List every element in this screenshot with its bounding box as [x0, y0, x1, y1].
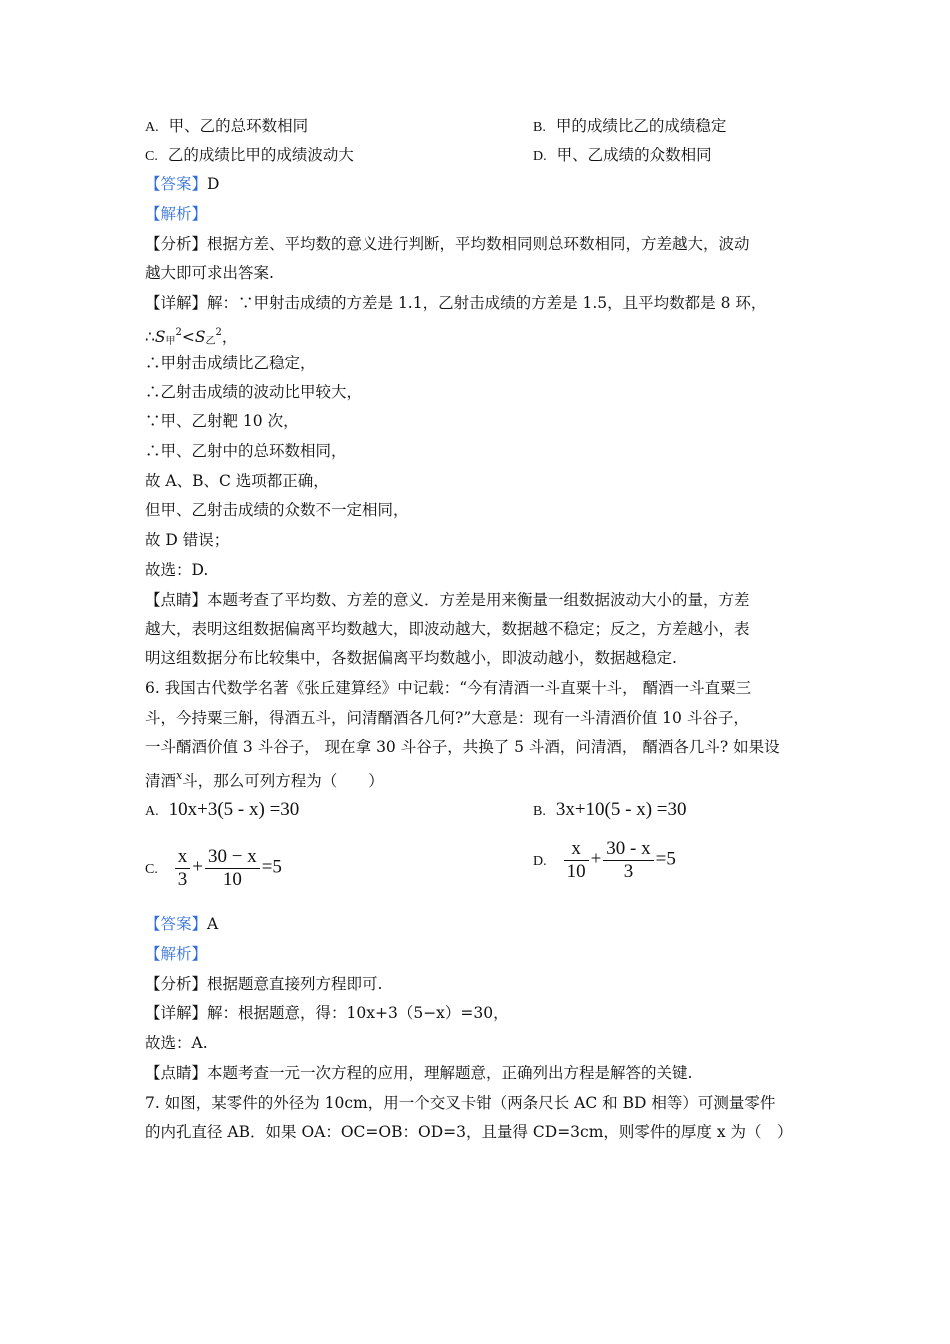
- option-text: 甲、乙的总环数相同: [168, 117, 309, 135]
- subscript: 乙: [205, 336, 216, 347]
- denominator: 3: [623, 861, 634, 882]
- denominator: 10: [222, 869, 242, 890]
- stem-text: 斗，那么可列方程为（ ）: [182, 772, 384, 790]
- q5-answer: [145, 174, 805, 194]
- stem-text: 清酒: [145, 772, 177, 790]
- fenxi-text: 根据题意直接列方程即可.: [207, 975, 383, 993]
- q5-dianjing-line-2: 越大，表明这组数据偏离平均数越大，即波动越大，数据越不稳定；反之，方差越小，表: [145, 620, 750, 638]
- option-letter: A.: [145, 804, 159, 819]
- q6-option-b: [533, 800, 687, 822]
- option-text: 甲的成绩比乙的成绩稳定: [555, 117, 727, 135]
- variance-symbol: S: [194, 328, 206, 346]
- q5-step: ∴甲射击成绩比乙稳定，: [145, 354, 316, 372]
- q5-option-a: [145, 116, 308, 138]
- therefore-symbol: ∴: [145, 328, 155, 346]
- variable-x: x: [176, 769, 183, 782]
- dianjing-label: 【点睛】: [145, 591, 208, 609]
- answer-label: 【答案】: [145, 175, 208, 193]
- numerator: x: [175, 846, 191, 869]
- subscript: 甲: [165, 336, 176, 347]
- denominator: 3: [177, 869, 188, 890]
- denominator: 10: [566, 861, 586, 882]
- comma: ，: [221, 328, 238, 346]
- option-expression: 3x+10(5 - x) =30: [555, 799, 687, 820]
- q6-fenxi: [145, 974, 805, 994]
- answer-label: 【答案】: [145, 915, 208, 933]
- q6-option-a: [145, 800, 299, 822]
- q5-step: ∵甲、乙射靶 10 次，: [145, 412, 299, 430]
- q6-option-d: [533, 838, 676, 883]
- q6-stem-line-1: 6. 我国古代数学名著《张丘建算经》中记载：“今有清酒一斗直粟十斗， 醑酒一斗直粟三: [145, 679, 752, 697]
- q5-fenxi-line-2: 越大即可求出答案.: [145, 264, 274, 282]
- q6-jiexi-label: 【解析】: [145, 945, 208, 963]
- q5-step: 故 D 错误；: [145, 531, 230, 549]
- rhs: =5: [261, 856, 282, 878]
- superscript: 2: [175, 327, 182, 338]
- option-letter: C.: [145, 149, 158, 164]
- variance-symbol: S: [154, 328, 166, 346]
- q5-step: 但甲、乙射击成绩的众数不一定相同，: [145, 501, 409, 519]
- numerator: 30 - x: [603, 838, 653, 861]
- superscript: 2: [215, 327, 222, 338]
- fraction: [175, 846, 191, 891]
- less-than: <: [181, 328, 195, 346]
- plus: +: [192, 856, 203, 878]
- q5-step: ∴甲、乙射中的总环数相同，: [145, 442, 347, 460]
- answer-value: A: [207, 915, 219, 933]
- q5-variance-inequality: [145, 323, 805, 352]
- q5-step: 故 A、B、C 选项都正确，: [145, 472, 329, 490]
- plus: +: [590, 848, 602, 870]
- option-letter: A.: [145, 120, 159, 135]
- option-text: 乙的成绩比甲的成绩波动大: [167, 146, 354, 164]
- q5-step: 故选：D.: [145, 561, 209, 579]
- q5-option-c: [145, 145, 354, 167]
- numerator: 30 − x: [205, 846, 260, 869]
- q7-stem-line-2: 的内孔直径 AB．如果 OA：OC=OB：OD=3，且量得 CD=3cm，则零件的厚度 x 为（ ）: [145, 1123, 793, 1141]
- q5-dianjing-line-3: 明这组数据分布比较集中，各数据偏离平均数越小，即波动越小，数据越稳定.: [145, 649, 677, 667]
- option-letter: D.: [533, 149, 547, 164]
- q5-jiexi-label: 【解析】: [145, 205, 208, 223]
- option-letter: D.: [533, 853, 547, 869]
- xiangjie-label: 【详解】: [145, 294, 208, 312]
- fenxi-label: 【分析】: [145, 975, 208, 993]
- dianjing-label: 【点睛】: [145, 1064, 208, 1082]
- option-letter: B.: [533, 804, 546, 819]
- xiangjie-text: 解：∵甲射击成绩的方差是 1.1，乙射击成绩的方差是 1.5，且平均数都是 8 环，: [207, 294, 767, 312]
- option-expression: 10x+3(5 - x) =30: [168, 799, 300, 820]
- fraction: [603, 838, 653, 883]
- q6-guxuan: 故选：A.: [145, 1034, 208, 1052]
- option-letter: B.: [533, 120, 546, 135]
- answer-value: D: [207, 175, 220, 193]
- q6-stem-line-4: [145, 766, 805, 791]
- fenxi-label: 【分析】: [145, 235, 208, 253]
- q5-step: ∴乙射击成绩的波动比甲较大，: [145, 383, 363, 401]
- q5-xiangjie-line-1: [145, 293, 805, 313]
- q6-dianjing: [145, 1063, 805, 1083]
- dianjing-text: 本题考查一元一次方程的应用，理解题意，正确列出方程是解答的关键.: [207, 1064, 693, 1082]
- fraction: [564, 838, 589, 883]
- q5-dianjing-line-1: [145, 590, 805, 610]
- q5-fenxi-line-1: [145, 234, 805, 254]
- q6-stem-line-3: 一斗醑酒价值 3 斗谷子， 现在拿 30 斗谷子，共换了 5 斗酒，问清酒， 醑酒各几斗? 如果设: [145, 738, 780, 756]
- xiangjie-text: 解：根据题意，得：10x+3（5−x）=30，: [207, 1004, 509, 1022]
- q6-answer: [145, 914, 805, 934]
- q6-stem-line-2: 斗，今持粟三斛，得酒五斗，问清醑酒各几何?”大意是：现有一斗清酒价值 10 斗谷子，: [145, 709, 749, 727]
- q5-option-b: [533, 116, 726, 138]
- dianjing-text: 本题考查了平均数、方差的意义．方差是用来衡量一组数据波动大小的量，方差: [207, 591, 750, 609]
- rhs: =5: [655, 848, 676, 870]
- option-letter: C.: [145, 861, 158, 877]
- option-text: 甲、乙成绩的众数相同: [556, 146, 712, 164]
- q6-xiangjie: [145, 1003, 805, 1023]
- fraction: [205, 846, 260, 891]
- numerator: x: [564, 838, 589, 861]
- q6-option-c: [145, 846, 282, 891]
- fenxi-text: 根据方差、平均数的意义进行判断，平均数相同则总环数相同，方差越大，波动: [207, 235, 750, 253]
- q7-stem-line-1: 7. 如图，某零件的外径为 10cm，用一个交叉卡钳（两条尺长 AC 和 BD 相等）可测量零件: [145, 1094, 776, 1112]
- q5-option-d: [533, 145, 712, 167]
- xiangjie-label: 【详解】: [145, 1004, 208, 1022]
